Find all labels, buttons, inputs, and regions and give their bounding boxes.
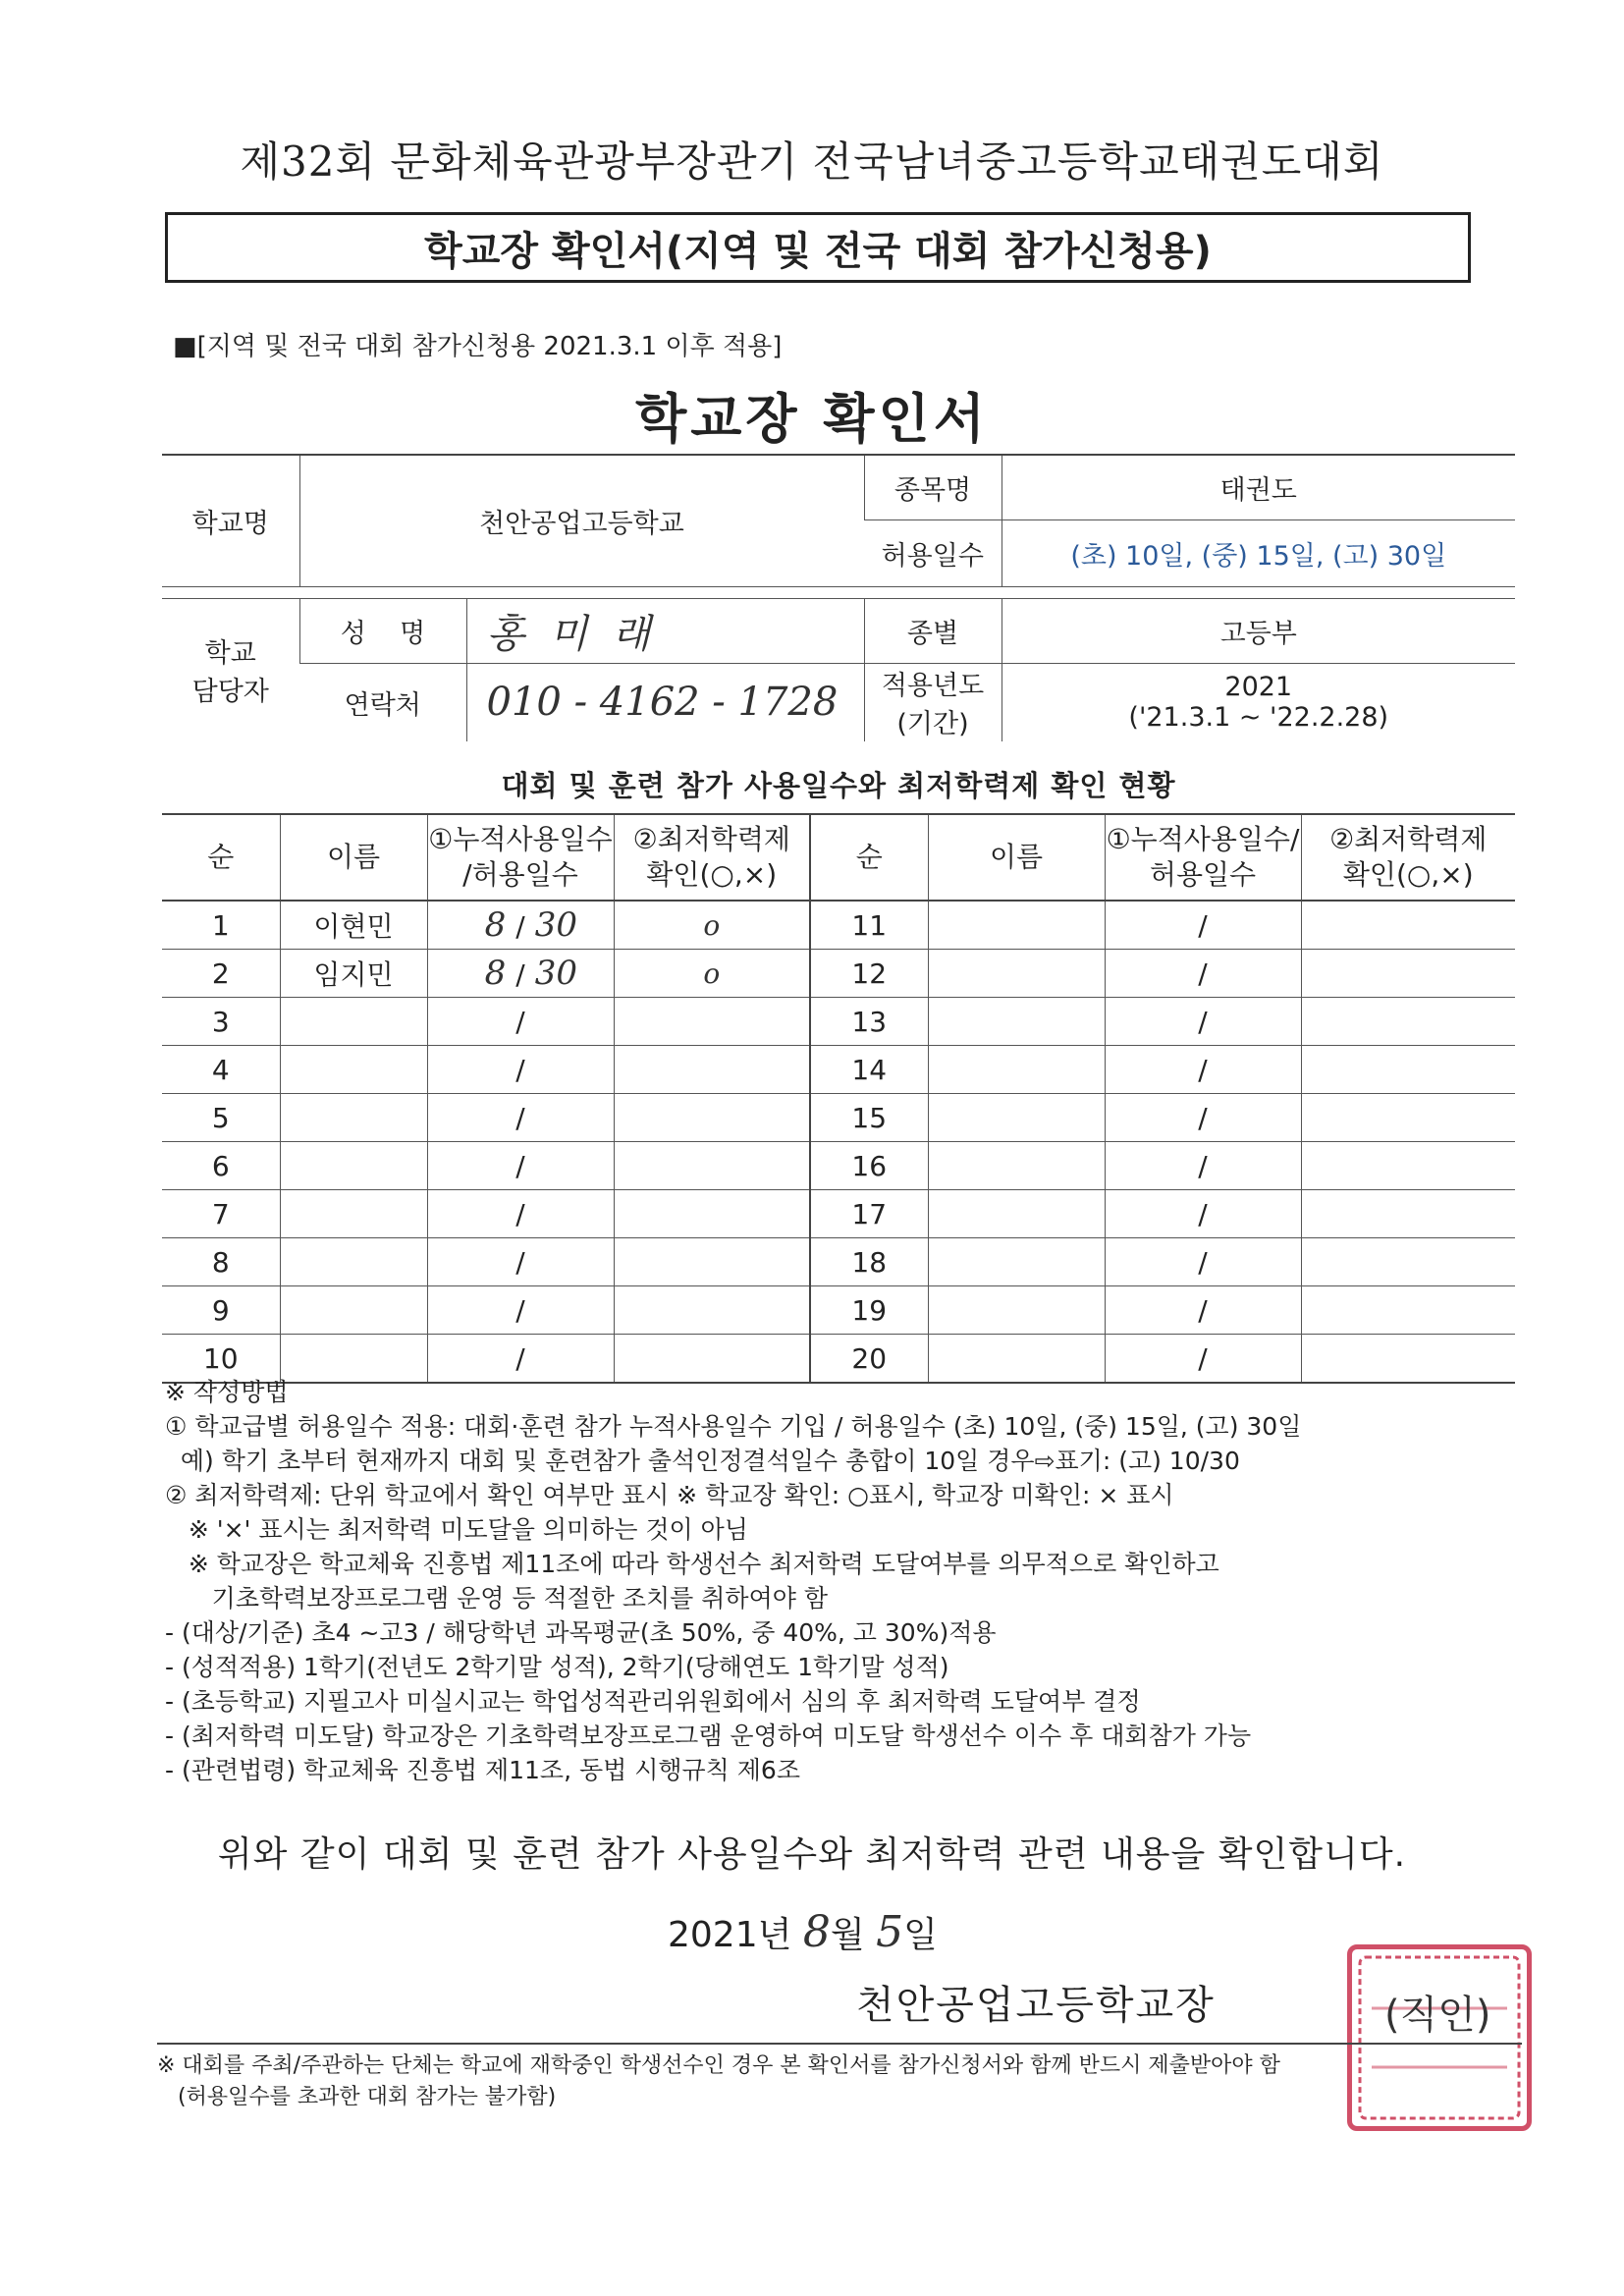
row-number: 9 <box>162 1286 280 1335</box>
instruction-line: ② 최저학력제: 단위 학교에서 확인 여부만 표시 ※ 학교장 확인: ○표시, 학교장 미확인: × 표시 <box>165 1481 1174 1509</box>
row-number: 1 <box>162 901 280 950</box>
min-achievement-check: o <box>614 950 810 998</box>
athlete-row <box>162 1286 1515 1335</box>
min-achievement-check: o <box>614 901 810 950</box>
athlete-name <box>280 998 427 1046</box>
slash: / <box>515 910 525 943</box>
manager-label-line2: 담당자 <box>191 677 269 708</box>
signature-date <box>668 1907 938 1957</box>
sport-value: 태권도 <box>1001 455 1515 519</box>
used-allowed-days-right: / <box>1105 1286 1301 1335</box>
instruction-line: 예) 학기 초부터 현재까지 대회 및 훈련참가 출석인정결석일수 총합이 10일 경우⇨표기: (고) 10/30 <box>165 1447 1240 1475</box>
row-number-right: 14 <box>810 1046 928 1094</box>
used-allowed-days-right: / <box>1105 1335 1301 1384</box>
instruction-line: ① 학교급별 허용일수 적용: 대회·훈련 참가 누적사용일수 기입 / 허용일수 (초) 10일, (중) 15일, (고) 30일 <box>165 1412 1302 1441</box>
used-days-handwritten: 8 <box>484 905 507 945</box>
row-number: 8 <box>162 1238 280 1286</box>
row-number: 6 <box>162 1142 280 1190</box>
used-allowed-days-right: / <box>1105 1238 1301 1286</box>
row-number: 4 <box>162 1046 280 1094</box>
used-allowed-days <box>427 1094 614 1142</box>
row-number: 10 <box>162 1335 280 1384</box>
period-value <box>1001 663 1515 741</box>
principal-title: 천안공업고등학교장 <box>856 1983 1216 2028</box>
header-days-line1: ①누적사용일수 <box>428 822 613 855</box>
used-allowed-days <box>427 901 614 950</box>
slash: / <box>515 1197 525 1230</box>
allowed-days-value: (초) 10일, (중) 15일, (고) 30일 <box>1001 519 1515 586</box>
athlete-row <box>162 1142 1515 1190</box>
contact-handwritten: 010 - 4162 - 1728 <box>466 663 864 741</box>
school-name-label: 학교명 <box>162 455 299 586</box>
athlete-name-right <box>928 1286 1105 1335</box>
slash: / <box>515 958 525 991</box>
min-achievement-check <box>614 998 810 1046</box>
min-achievement-check-right <box>1301 1142 1515 1190</box>
slash: / <box>515 1293 525 1327</box>
used-allowed-days <box>427 950 614 998</box>
allowed-days-handwritten: 30 <box>534 905 577 945</box>
instruction-line: - (성적적용) 1학기(전년도 2학기말 성적), 2학기(당해연도 1학기말 성적) <box>165 1653 949 1681</box>
used-allowed-days-right: / <box>1105 998 1301 1046</box>
period-label <box>864 663 1001 741</box>
min-achievement-check-right <box>1301 1094 1515 1142</box>
athlete-name: 이현민 <box>280 901 427 950</box>
athlete-row <box>162 901 1515 950</box>
school-name-value: 천안공업고등학교 <box>299 455 864 586</box>
instruction-line: - (최저학력 미도달) 학교장은 기초학력보장프로그램 운영하여 미도달 학생선수 이수 후 대회참가 가능 <box>165 1722 1252 1750</box>
min-achievement-check <box>614 1238 810 1286</box>
slash: / <box>515 1341 525 1375</box>
athlete-name-right <box>928 998 1105 1046</box>
header-days-right-line2: 허용일수 <box>1149 858 1257 891</box>
row-number-right: 12 <box>810 950 928 998</box>
row-number-right: 15 <box>810 1094 928 1142</box>
used-allowed-days-right: / <box>1105 901 1301 950</box>
used-allowed-days <box>427 1046 614 1094</box>
min-achievement-check-right <box>1301 1238 1515 1286</box>
athlete-name <box>280 1142 427 1190</box>
used-days-handwritten: 8 <box>484 954 507 993</box>
period-label-line2: (기간) <box>896 709 969 740</box>
min-achievement-check <box>614 1142 810 1190</box>
row-number: 3 <box>162 998 280 1046</box>
min-achievement-check-right <box>1301 1046 1515 1094</box>
date-day-suffix: 일 <box>903 1915 938 1955</box>
slash: / <box>515 1053 525 1086</box>
header-days-right-line1: ①누적사용일수/ <box>1106 822 1300 855</box>
header-name: 이름 <box>280 814 427 901</box>
school-info-table <box>162 454 1515 741</box>
division-value: 고등부 <box>1001 598 1515 663</box>
seal-label: (직인) <box>1384 1993 1491 2038</box>
applicability-note: ■[지역 및 전국 대회 참가신청용 2021.3.1 이후 적용] <box>173 332 783 361</box>
used-allowed-days <box>427 998 614 1046</box>
period-label-line1: 적용년도 <box>881 671 985 702</box>
athlete-name <box>280 1238 427 1286</box>
min-achievement-check <box>614 1094 810 1142</box>
footer-note <box>157 2050 1522 2113</box>
allowed-days-label: 허용일수 <box>864 519 1001 586</box>
athlete-name <box>280 1286 427 1335</box>
header-min-right-line1: ②최저학력제 <box>1329 822 1488 855</box>
athlete-name-right <box>928 1190 1105 1238</box>
period-year: 2021 <box>1224 672 1293 703</box>
date-month-suffix: 월 <box>830 1915 865 1955</box>
min-achievement-check-right <box>1301 998 1515 1046</box>
instruction-line: - (대상/기준) 초4 ~고3 / 해당학년 과목평균(초 50%, 중 40%, 고 30%)적용 <box>165 1618 997 1647</box>
row-number-right: 17 <box>810 1190 928 1238</box>
used-allowed-days <box>427 1190 614 1238</box>
sport-label: 종목명 <box>864 455 1001 519</box>
min-achievement-check-right <box>1301 1190 1515 1238</box>
min-achievement-check-right <box>1301 1286 1515 1335</box>
athlete-name <box>280 1190 427 1238</box>
manager-label-line1: 학교 <box>204 638 256 670</box>
header-num: 순 <box>162 814 280 901</box>
document-banner: 학교장 확인서(지역 및 전국 대회 참가신청용) <box>165 212 1471 283</box>
slash: / <box>515 1245 525 1279</box>
row-number: 5 <box>162 1094 280 1142</box>
division-label: 종별 <box>864 598 1001 663</box>
min-achievement-check <box>614 1286 810 1335</box>
athlete-name <box>280 1046 427 1094</box>
footer-divider <box>157 2043 1522 2045</box>
header-num-right: 순 <box>810 814 928 901</box>
instruction-line: 기초학력보장프로그램 운영 등 적절한 조치를 취하여야 함 <box>165 1584 828 1613</box>
section-title: 대회 및 훈련 참가 사용일수와 최저학력제 확인 현황 <box>501 769 1176 802</box>
athlete-name <box>280 1094 427 1142</box>
athlete-row <box>162 1190 1515 1238</box>
confirmation-statement: 위와 같이 대회 및 훈련 참가 사용일수와 최저학력 관련 내용을 확인합니다. <box>217 1834 1407 1875</box>
manager-label <box>162 598 299 741</box>
athlete-name-right <box>928 1094 1105 1142</box>
document-title: 학교장 확인서 <box>635 388 989 450</box>
row-number-right: 19 <box>810 1286 928 1335</box>
header-days-right <box>1105 814 1301 901</box>
athlete-name-right <box>928 950 1105 998</box>
contact-label: 연락처 <box>299 663 466 741</box>
header-days-line2: /허용일수 <box>462 858 578 891</box>
instruction-line: - (초등학교) 지필고사 미실시교는 학업성적관리위원회에서 심의 후 최저학력 도달여부 결정 <box>165 1687 1141 1716</box>
date-day-handwritten: 5 <box>876 1907 904 1957</box>
min-achievement-check-right <box>1301 950 1515 998</box>
header-name-right: 이름 <box>928 814 1105 901</box>
used-allowed-days <box>427 1142 614 1190</box>
athlete-row <box>162 950 1515 998</box>
min-achievement-check <box>614 1046 810 1094</box>
row-number-right: 18 <box>810 1238 928 1286</box>
row-number: 2 <box>162 950 280 998</box>
used-allowed-days-right: / <box>1105 1190 1301 1238</box>
manager-name-handwritten: 홍 미 래 <box>466 598 864 663</box>
instruction-line: - (관련법령) 학교체육 진흥법 제11조, 동법 시행규칙 제6조 <box>165 1756 800 1784</box>
footer-line: ※ 대회를 주최/주관하는 단체는 학교에 재학중인 학생선수인 경우 본 확인서를 참가신청서와 함께 반드시 제출받아야 함 <box>157 2053 1280 2078</box>
header-min-line2: 확인(○,×) <box>646 858 778 891</box>
row-number-right: 16 <box>810 1142 928 1190</box>
event-title: 제32회 문화체육관광부장관기 전국남녀중고등학교태권도대회 <box>240 137 1384 186</box>
athlete-table-header <box>162 814 1515 901</box>
header-min-right <box>1301 814 1515 901</box>
footer-line: (허용일수를 초과한 대회 참가는 불가함) <box>157 2085 557 2109</box>
header-days <box>427 814 614 901</box>
period-range: ('21.3.1 ~ '22.2.28) <box>1128 702 1389 734</box>
allowed-days-handwritten: 30 <box>534 954 577 993</box>
athlete-row <box>162 1046 1515 1094</box>
athlete-row <box>162 1238 1515 1286</box>
athlete-name: 임지민 <box>280 950 427 998</box>
header-min-right-line2: 확인(○,×) <box>1342 858 1474 891</box>
instruction-line: ※ '×' 표시는 최저학력 미도달을 의미하는 것이 아님 <box>165 1515 748 1544</box>
slash: / <box>515 1101 525 1134</box>
athlete-table <box>162 813 1515 1384</box>
athlete-name-right <box>928 1142 1105 1190</box>
used-allowed-days-right: / <box>1105 950 1301 998</box>
instruction-line: ※ 학교장은 학교체육 진흥법 제11조에 따라 학생선수 최저학력 도달여부를 의무적으로 확인하고 <box>165 1550 1219 1578</box>
athlete-name-right <box>928 1046 1105 1094</box>
header-min-line1: ②최저학력제 <box>632 822 790 855</box>
used-allowed-days-right: / <box>1105 1094 1301 1142</box>
row-number-right: 11 <box>810 901 928 950</box>
slash: / <box>515 1149 525 1182</box>
athlete-row <box>162 998 1515 1046</box>
row-number-right: 13 <box>810 998 928 1046</box>
athlete-name-right <box>928 901 1105 950</box>
athlete-name-right <box>928 1238 1105 1286</box>
min-achievement-check-right <box>1301 901 1515 950</box>
instruction-line: ※ 작성방법 <box>165 1378 289 1406</box>
used-allowed-days-right: / <box>1105 1046 1301 1094</box>
used-allowed-days-right: / <box>1105 1142 1301 1190</box>
instructions <box>165 1375 1520 1787</box>
row-number-right: 20 <box>810 1335 928 1384</box>
row-number: 7 <box>162 1190 280 1238</box>
athlete-row <box>162 1094 1515 1142</box>
used-allowed-days <box>427 1238 614 1286</box>
min-achievement-check <box>614 1190 810 1238</box>
date-year: 2021년 <box>668 1915 792 1955</box>
used-allowed-days <box>427 1286 614 1335</box>
date-month-handwritten: 8 <box>802 1907 831 1957</box>
header-min <box>614 814 810 901</box>
manager-name-label: 성 명 <box>299 598 466 663</box>
slash: / <box>515 1005 525 1038</box>
